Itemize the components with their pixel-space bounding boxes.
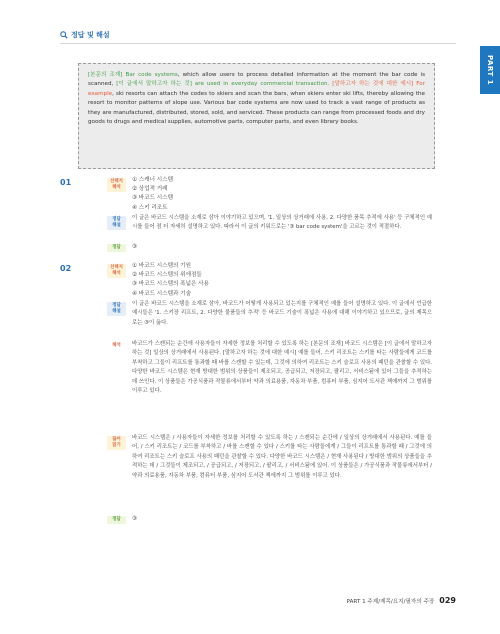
passage-box [78,63,435,169]
section-title: 정답 및 해설 [71,31,110,39]
footer-section: PART 1 주제/제목/요지/필자의 주장 [346,598,435,605]
option-item: ④ 바코드 시스템과 기술 [132,290,191,297]
answer-value: ③ [132,516,138,522]
explanation-tag: 정답 해설 [107,216,126,230]
page-number: 029 [439,596,456,605]
option-item: ② 상업적 거래 [132,186,168,193]
explanation-text: 이 글은 바코드 시스템을 소재로 삼아 이야기하고 있으며, '1. 일상의 상거래에 사용, 2. 다양한 품목 추적에 사용' 등 구체적인 예시를 들어 점 더 자세히 설명하고 있다. 따라서 이 글의 키워드로는 '③ bar code system'을 고르는 것이 적절하다. [132,215,432,231]
option-list [132,262,209,299]
section-header [60,30,110,40]
passage-segment: [이 글에서 말하고자 하는 것] are used in everyday commercial transaction. [116,81,330,88]
explanation-tag: 정답 해설 [107,302,126,316]
magnifier-icon [60,31,68,39]
answer-tag: 정답 [107,244,126,252]
options-tag: 선택지 해석 [107,264,126,278]
explanation-text: 이 글은 바코드 시스템을 소재로 삼아, 바코드가 어떻게 사용되고 있는지를 구체적인 예를 들어 설명하고 있다. 이 글에서 언급한 예시들은 '1. 스키장 리프트, 2. 다양한 물품들의 추적' 등 바코드 기술이 폭넓은 사용에 대해 이야기하고 있으므로, 글의 제목으로는 ③이 옳다. [132,301,432,326]
passage-segment: Bar code systems [125,72,178,78]
part-tab: PART 1 [480,46,500,94]
page-footer [347,596,456,605]
passage-segment: [말하고자 하는 것에 대한 예시] For example [88,81,425,97]
translation-tag: 해석 [112,343,121,348]
option-list [132,176,173,213]
option-item: ③ 바코드 시스템의 폭넓은 사용 [132,281,209,288]
reading-text: 바코드 시스템은 / 사용자들이 자세한 정보를 처리할 수 있도록 하는 / 스캔되는 순간에 / 일상의 상거래에서 사용된다. 예를 들어, / 스키 리조트는 / 코드를 부착하고 / 바를 스캔할 수 있다 / 스키를 타는 사람들에게 / 그들이 리프트를 통과할 때 / 그것에 의하여 리조트는 스키 슬로프 사용의 패턴을 관찰할 수 있다. 다양한 바코드 시스템은 / 현재 사용된다 / 방대한 범위의 상품들을 추적하는 데 / 그것들이 제조되고, / 공급되고, / 저장되고, / 팔리고, / 서비스됨에 있어. 이 상품들은 / 가공식품과 작물류에서부터 / 약과 의료용품, 자동차 부품, 컴퓨터 부품, 심지어 도서관 책에까지 그 범위를 이루고 있다. [132,435,432,479]
passage-segment: , which allow users to process detailed information at the moment the bar code is scanned, [88,72,425,88]
translation-text: 바코드가 스캔되는 순간에 사용자들이 자세한 정보를 처리할 수 있도록 하는 [본문의 조재] 바코드 시스템은 [이 글에서 말하고자 하는 것] 일상의 상거래에서 사용된다. [말하고자 하는 것에 대한 예시] 예를 들어, 스키 리조트는 스키를 타는 사람들에게 코드를 부착하고 그들이 리프트를 통과할 때 바를 스캔할 수 있는데, 그것에 의하여 리조트는 스키 슬로프 사용의 패턴을 관찰할 수 있다. 다양한 바코드 시스템은 현재 방대한 범위의 상품들이 제조되고, 공급되고, 저장되고, 팔리고, 서비스됨에 있어 그들을 추적하는 데 쓰인다. 이 상품들은 가공식품과 작물류에서부터 약과 의료용품, 자동차 부품, 컴퓨터 부품, 심지어 도서관 책에까지 그 범위를 이루고 있다. [132,341,432,395]
option-item: ① 스캐너 시스템 [132,177,173,183]
question-number: 02 [60,264,72,273]
header-divider [60,43,456,44]
passage-segment: [본문의 조재] [88,72,126,78]
answer-tag: 정답 [107,516,126,524]
option-item: ① 바코드 시스템의 기원 [132,263,191,269]
question-number: 01 [60,178,72,187]
option-item: ② 바코드 시스템의 위에점들 [132,272,202,279]
options-tag: 선택지 해석 [107,178,126,192]
reading-tag: 끊어 읽기 [107,436,126,450]
answer-value: ③ [132,244,138,250]
option-item: ③ 바코드 시스템 [132,195,173,202]
passage-segment: , ski resorts can attach the codes to skiers and scan the bars, when skiers enter ski lifts, thereby allowing the resort to monitor patterns of slope use. Various bar code systems are now used to track a vast range of products as they are manufactured, distributed, stored, sold, and serviced. These products can range from processed foods and dry goods to drugs and medical supplies, automotive parts, computer parts, and even library books. [88,90,425,126]
option-item: ④ 스키 리조트 [132,204,168,211]
